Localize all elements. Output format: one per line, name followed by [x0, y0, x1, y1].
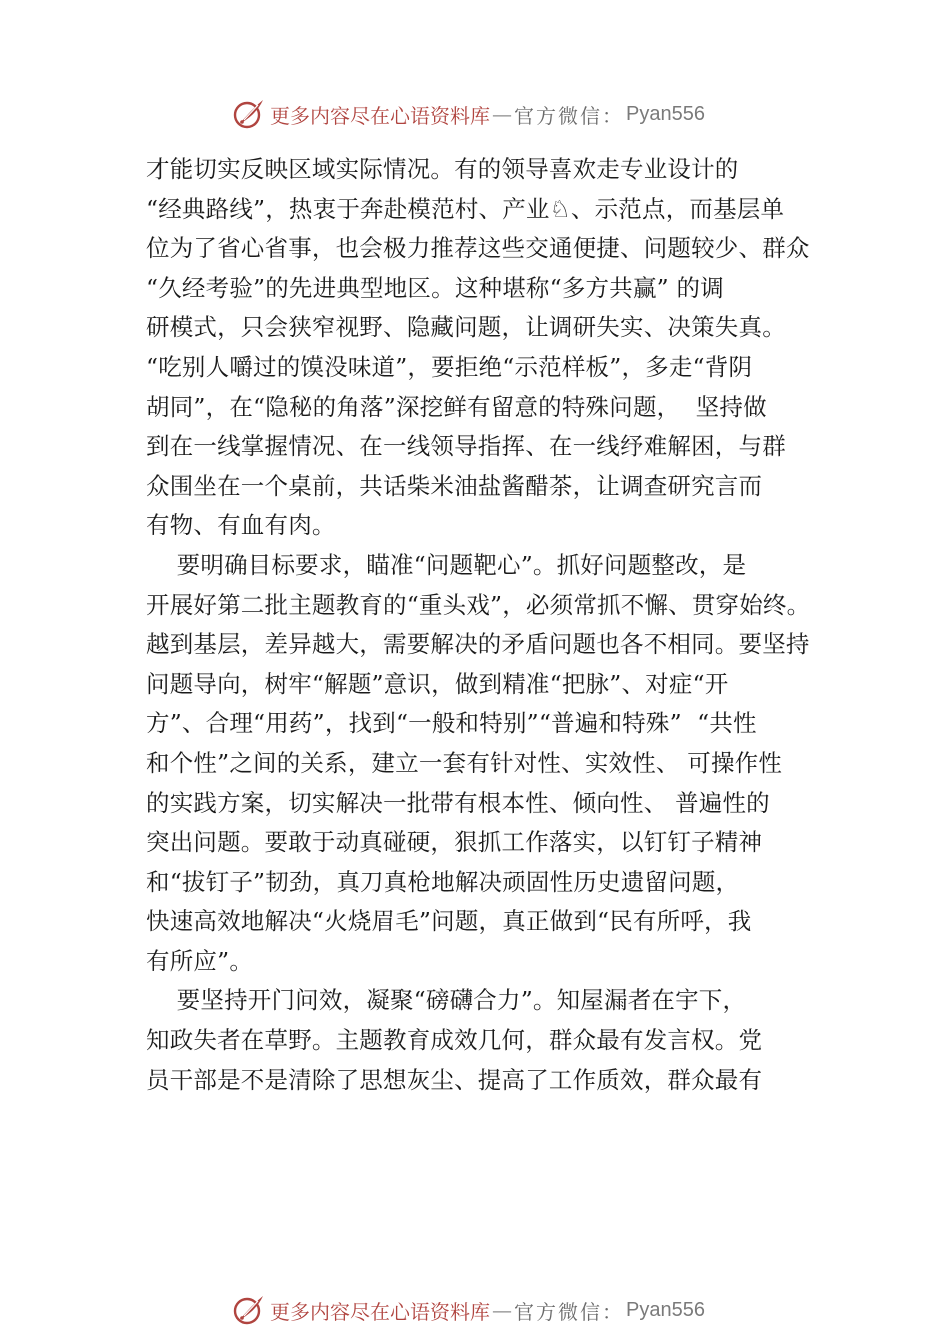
paragraph-start-line: 要明确目标要求，瞄准“问题靶心”。抓好问题整改，是: [146, 550, 747, 579]
body-line: 突出问题。要敢于动真碰硬，狠抓工作落实，以钉钉子精神: [146, 828, 763, 857]
watermark-subtitle: 官方微信：: [514, 103, 624, 128]
body-line: 胡同”，在“隐秘的角落”深挖鲜有留意的特殊问题， 坚持做: [146, 392, 767, 421]
body-line: 方”、合理“用药”，找到“一般和特别”“普遍和特殊” “共性: [146, 709, 757, 738]
footer-watermark: [232, 1293, 705, 1327]
watermark-separator: —: [492, 1298, 512, 1322]
document-body: [146, 150, 846, 1100]
body-line: 有物、有血有肉。: [146, 511, 336, 540]
watermark-account: Pyan556: [626, 1298, 705, 1321]
body-line: 和个性”之间的关系，建立一套有针对性、实效性、 可操作性: [146, 748, 783, 777]
watermark-subtitle: 官方微信：: [514, 1299, 624, 1324]
header-watermark: [232, 97, 705, 131]
body-line: 问题导向，树牢“解题”意识，做到精准“把脉”、对症“开: [146, 669, 729, 698]
watermark-account: Pyan556: [626, 102, 705, 125]
paragraph-start-line: 要坚持开门问效，凝聚“磅礴合力”。知屋漏者在宇下，: [146, 986, 747, 1015]
watermark-separator: —: [492, 102, 512, 126]
body-line: 的实践方案，切实解决一批带有根本性、倾向性、 普遍性的: [146, 788, 770, 817]
body-line: 知政失者在草野。主题教育成效几何，群众最有发言权。党: [146, 1026, 763, 1055]
body-line: “经典路线”，热衷于奔赴模范村、产业♘、示范点，而基层单: [146, 194, 785, 223]
body-line: 和“拔钉子”韧劲，真刀真枪地解决顽固性历史遗留问题，: [146, 867, 740, 896]
body-line: 开展好第二批主题教育的“重头戏”，必须常抓不懈、贯穿始终。: [146, 590, 811, 619]
body-line: 位为了省心省事，也会极力推荐这些交通便捷、问题较少、群众: [146, 234, 810, 263]
body-line: 研模式，只会狭窄视野、隐藏问题，让调研失实、决策失真。: [146, 313, 786, 342]
feather-pen-seal-icon: [232, 97, 266, 131]
body-line: “久经考验”的先进典型地区。这种堪称“多方共赢” 的调: [146, 273, 724, 302]
feather-pen-seal-icon: [232, 1293, 266, 1327]
body-line: “吃别人嚼过的馍没味道”，要拒绝“示范样板”，多走“背阴: [146, 352, 753, 381]
body-line: 到在一线掌握情况、在一线领导指挥、在一线纾难解困，与群: [146, 432, 786, 461]
watermark-title: 更多内容尽在心语资料库: [270, 1299, 490, 1324]
watermark-title: 更多内容尽在心语资料库: [270, 103, 490, 128]
body-line: 有所应”。: [146, 946, 254, 975]
body-line: 员干部是不是清除了思想灰尘、提高了工作质效，群众最有: [146, 1065, 763, 1094]
body-line: 越到基层，差异越大，需要解决的矛盾问题也各不相同。要坚持: [146, 630, 810, 659]
body-line: 快速高效地解决“火烧眉毛”问题，真正做到“民有所呼，我: [146, 907, 752, 936]
body-line: 才能切实反映区域实际情况。有的领导喜欢走专业设计的: [146, 155, 739, 183]
body-line: 众围坐在一个桌前，共话柴米油盐酱醋茶，让调查研究言而: [146, 471, 763, 500]
